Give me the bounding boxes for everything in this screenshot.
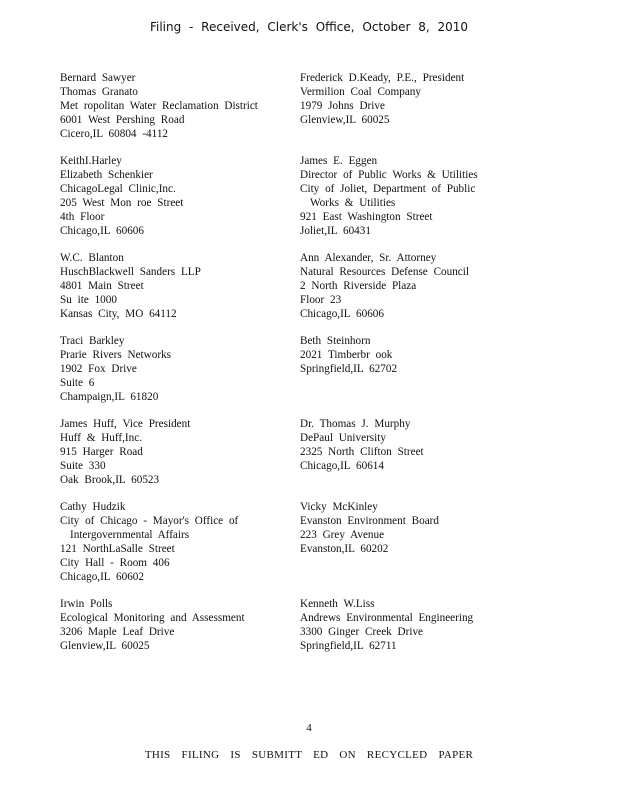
address-line: Kenneth W.Liss — [300, 598, 375, 610]
address-line: HuschBlackwell Sanders LLP — [60, 266, 201, 278]
address-block — [300, 334, 540, 404]
service-row — [60, 251, 500, 321]
address-line: 1902 Fox Drive — [60, 363, 137, 375]
address-block — [60, 500, 300, 584]
address-line: 3300 Ginger Creek Drive — [300, 626, 424, 638]
address-line: Suite 330 — [60, 460, 106, 472]
address-line: Chicago,IL 60606 — [60, 225, 144, 237]
address-line: 1979 Johns Drive — [300, 100, 385, 112]
address-line: Springfield,IL 62711 — [300, 640, 397, 652]
address-line: 223 Grey Avenue — [300, 529, 385, 541]
address-line: 3206 Maple Leaf Drive — [60, 626, 175, 638]
address-line: James E. Eggen — [300, 155, 378, 167]
address-line: 121 NorthLaSalle Street — [60, 543, 175, 555]
address-line: 2021 Timberbr ook — [300, 349, 393, 361]
address-line: Elizabeth Schenkier — [60, 169, 153, 181]
address-line: Evanston Environment Board — [300, 515, 439, 527]
address-line: Glenview,IL 60025 — [300, 114, 390, 126]
address-line: Beth Steinhorn — [300, 335, 371, 347]
service-row — [60, 154, 500, 238]
address-line: Vicky McKinley — [300, 501, 378, 513]
page-number: 4 — [306, 722, 312, 734]
address-block — [300, 251, 540, 321]
address-block — [60, 417, 300, 487]
address-block — [60, 71, 300, 141]
address-line: DePaul University — [300, 432, 386, 444]
service-list — [60, 71, 500, 666]
address-line: 4th Floor — [60, 211, 105, 223]
address-line: 921 East Washington Street — [300, 211, 433, 223]
address-line: Frederick D.Keady, P.E., President — [300, 72, 465, 84]
address-block — [60, 251, 300, 321]
address-block — [300, 71, 540, 141]
address-line: Met ropolitan Water Reclamation District — [60, 100, 258, 112]
address-line: Chicago,IL 60606 — [300, 308, 384, 320]
address-line: Champaign,IL 61820 — [60, 391, 159, 403]
address-line: Prarie Rivers Networks — [60, 349, 172, 361]
address-block — [60, 597, 300, 653]
address-line: Springfield,IL 62702 — [300, 363, 398, 375]
address-block — [300, 417, 540, 487]
filing-header: Filing - Received, Clerk's Office, October 8, 2010 — [149, 20, 469, 34]
address-line: Ecological Monitoring and Assessment — [60, 612, 245, 624]
address-block — [60, 154, 300, 238]
recycled-paper-note: THIS FILING IS SUBMITT ED ON RECYCLED PAPER — [144, 749, 474, 761]
service-row — [60, 417, 500, 487]
address-block — [300, 500, 540, 584]
address-line: Cathy Hudzik — [60, 501, 126, 513]
service-row — [60, 597, 500, 653]
address-line: 6001 West Pershing Road — [60, 114, 185, 126]
address-line: Bernard Sawyer — [60, 72, 136, 84]
address-line: City Hall - Room 406 — [60, 557, 170, 569]
address-line: 2 North Riverside Plaza — [300, 280, 417, 292]
address-line: Chicago,IL 60614 — [300, 460, 384, 472]
address-line: Works & Utilities — [310, 197, 396, 209]
address-line: Ann Alexander, Sr. Attorney — [300, 252, 437, 264]
service-row — [60, 71, 500, 141]
address-line: James Huff, Vice President — [60, 418, 191, 430]
address-line: Traci Barkley — [60, 335, 125, 347]
address-line: Kansas City, MO 64112 — [60, 308, 177, 320]
address-line: Glenview,IL 60025 — [60, 640, 150, 652]
address-line: Floor 23 — [300, 294, 342, 306]
address-line: Evanston,IL 60202 — [300, 543, 389, 555]
address-line: Dr. Thomas J. Murphy — [300, 418, 411, 430]
address-line: 205 West Mon roe Street — [60, 197, 184, 209]
address-line: Natural Resources Defense Council — [300, 266, 469, 278]
address-line: Cicero,IL 60804 -4112 — [60, 128, 169, 140]
service-row — [60, 334, 500, 404]
address-line: Thomas Granato — [60, 86, 138, 98]
address-line: Irwin Polls — [60, 598, 113, 610]
address-line: Suite 6 — [60, 377, 95, 389]
address-line: Oak Brook,IL 60523 — [60, 474, 160, 486]
address-line: 4801 Main Street — [60, 280, 144, 292]
address-line: Intergovernmental Affairs — [70, 529, 190, 541]
address-line: KeithI.Harley — [60, 155, 122, 167]
address-block — [60, 334, 300, 404]
address-line: 2325 North Clifton Street — [300, 446, 424, 458]
service-row — [60, 500, 500, 584]
address-block — [300, 597, 540, 653]
address-line: Huff & Huff,Inc. — [60, 432, 143, 444]
address-block — [300, 154, 540, 238]
address-line: 915 Harger Road — [60, 446, 143, 458]
address-line: Chicago,IL 60602 — [60, 571, 144, 583]
address-line: W.C. Blanton — [60, 252, 124, 264]
address-line: Andrews Environmental Engineering — [300, 612, 474, 624]
address-line: Director of Public Works & Utilities — [300, 169, 478, 181]
address-line: City of Joliet, Department of Public — [300, 183, 476, 195]
address-line: ChicagoLegal Clinic,Inc. — [60, 183, 176, 195]
address-line: Su ite 1000 — [60, 294, 117, 306]
address-line: Joliet,IL 60431 — [300, 225, 371, 237]
address-line: City of Chicago - Mayor's Office of — [60, 515, 239, 527]
address-line: Vermilion Coal Company — [300, 86, 421, 98]
